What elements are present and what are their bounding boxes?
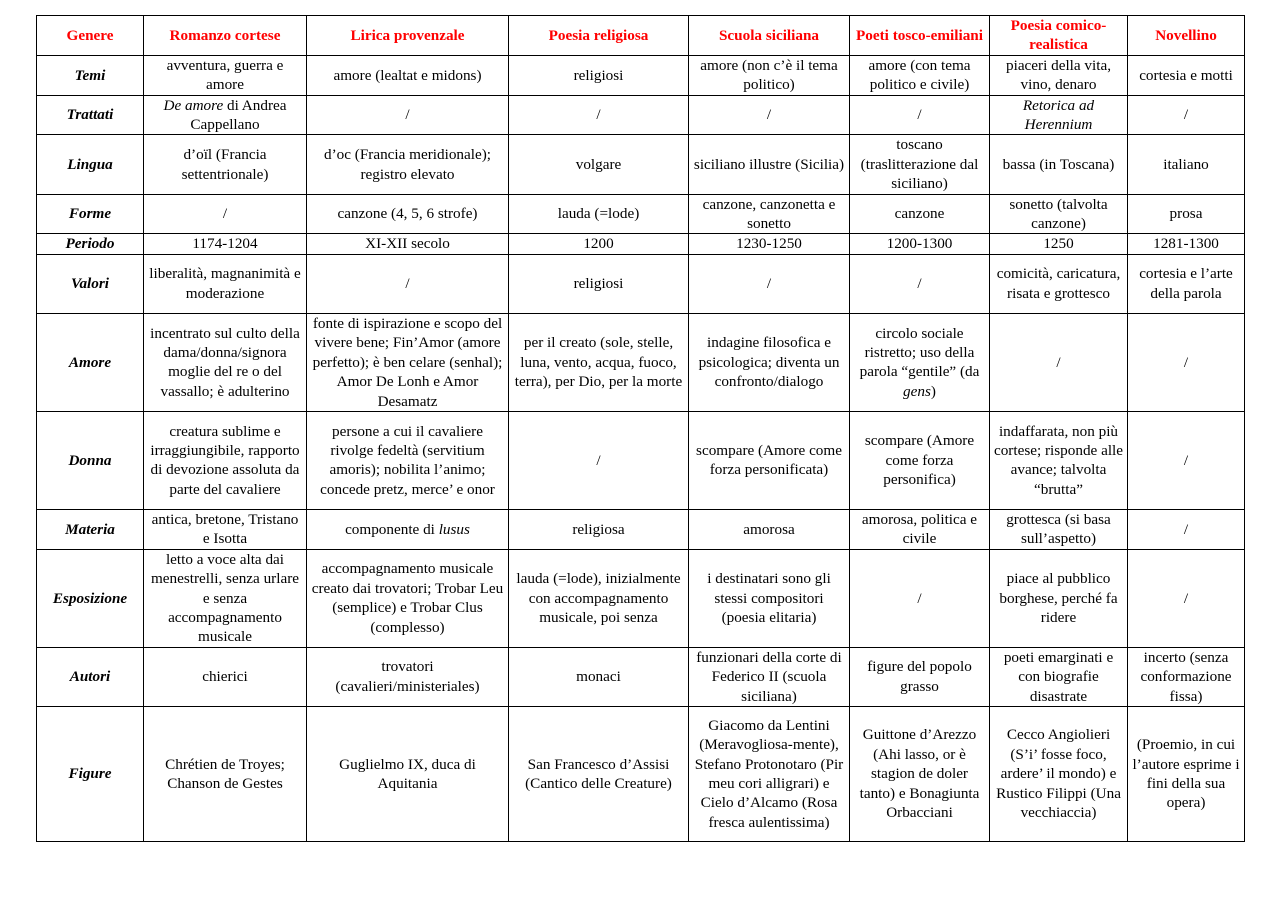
row-label: Esposizione — [37, 549, 144, 647]
table-cell: sonetto (talvolta canzone) — [990, 194, 1128, 234]
header-cell-genere: Genere — [37, 16, 144, 56]
header-cell-novellino: Novellino — [1128, 16, 1245, 56]
table-cell: cortesia e motti — [1128, 55, 1245, 95]
table-cell — [307, 509, 509, 549]
table-row-forme — [37, 194, 1245, 234]
table-cell: per il creato (sole, stelle, luna, vento, acqua, fuoco, terra), per Dio, per la morte — [509, 313, 689, 411]
table-cell: d’oïl (Francia settentrionale) — [144, 135, 307, 194]
table-cell: indaffarata, non più cortese; risponde alle avance; talvolta “brutta” — [990, 411, 1128, 509]
table-cell: Guglielmo IX, duca di Aquitania — [307, 706, 509, 841]
table-cell: / — [850, 95, 990, 135]
table-cell: Giacomo da Lentini (Meravogliosa-mente), Stefano Protonotaro (Pir meu cori alligrari) e Cielo d’Alcamo (Rosa fresca aulentissima) — [689, 706, 850, 841]
header-cell-romanzo-cortese: Romanzo cortese — [144, 16, 307, 56]
table-cell: (Proemio, in cui l’autore esprime i fini della sua opera) — [1128, 706, 1245, 841]
table-cell: incentrato sul culto della dama/donna/signora moglie del re o del vassallo; è adulterino — [144, 313, 307, 411]
table-cell: amore (lealtat e midons) — [307, 55, 509, 95]
table-row-temi — [37, 55, 1245, 95]
table-cell: persone a cui il cavaliere rivolge fedeltà (servitium amoris); nobilita l’animo; concede pretz, merce’ e onor — [307, 411, 509, 509]
table-cell: Cecco Angiolieri (S’i’ fosse foco, ardere’ il mondo) e Rustico Filippi (Una vecchiaccia) — [990, 706, 1128, 841]
table-cell: / — [689, 95, 850, 135]
table-cell: volgare — [509, 135, 689, 194]
cell-text: ) — [930, 382, 936, 400]
table-cell: 1250 — [990, 234, 1128, 254]
table-cell: poeti emarginati e con biografie disastrate — [990, 647, 1128, 706]
table-cell — [990, 95, 1128, 135]
table-cell: indagine filosofica e psicologica; diventa un confronto/dialogo — [689, 313, 850, 411]
table-cell: / — [850, 254, 990, 313]
table-row-amore — [37, 313, 1245, 411]
table-row-periodo — [37, 234, 1245, 254]
table-cell: canzone (4, 5, 6 strofe) — [307, 194, 509, 234]
table-cell: / — [990, 313, 1128, 411]
table-cell: religiosa — [509, 509, 689, 549]
table-cell: / — [307, 95, 509, 135]
table-cell: / — [144, 194, 307, 234]
table-cell: monaci — [509, 647, 689, 706]
table-cell: XI-XII secolo — [307, 234, 509, 254]
table-cell: figure del popolo grasso — [850, 647, 990, 706]
header-cell-poesia-comico-realistica: Poesia comico-realistica — [990, 16, 1128, 56]
table-cell: italiano — [1128, 135, 1245, 194]
table-cell: amorosa, politica e civile — [850, 509, 990, 549]
table-cell: 1200 — [509, 234, 689, 254]
row-label: Temi — [37, 55, 144, 95]
table-cell: / — [1128, 509, 1245, 549]
table-cell: letto a voce alta dai menestrelli, senza urlare e senza accompagnamento musicale — [144, 549, 307, 647]
header-cell-scuola-siciliana: Scuola siciliana — [689, 16, 850, 56]
table-row-donna — [37, 411, 1245, 509]
table-cell: bassa (in Toscana) — [990, 135, 1128, 194]
table-row-trattati — [37, 95, 1245, 135]
table-row-lingua — [37, 135, 1245, 194]
table-cell: scompare (Amore come forza personifica) — [850, 411, 990, 509]
table-row-figure — [37, 706, 1245, 841]
table-cell: avventura, guerra e amore — [144, 55, 307, 95]
table-cell: i destinatari sono gli stessi compositori (poesia elitaria) — [689, 549, 850, 647]
table-cell: 1174-1204 — [144, 234, 307, 254]
header-cell-lirica-provenzale: Lirica provenzale — [307, 16, 509, 56]
header-cell-poesia-religiosa: Poesia religiosa — [509, 16, 689, 56]
table-cell: creatura sublime e irraggiungibile, rapporto di devozione assoluta da parte del cavaliere — [144, 411, 307, 509]
row-label: Trattati — [37, 95, 144, 135]
row-label: Valori — [37, 254, 144, 313]
table-cell: liberalità, magnanimità e moderazione — [144, 254, 307, 313]
cell-italic-text: lusus — [438, 520, 470, 538]
table-cell: amore (con tema politico e civile) — [850, 55, 990, 95]
cell-italic-text: Retorica ad Herennium — [1022, 96, 1095, 134]
table-cell: scompare (Amore come forza personificata) — [689, 411, 850, 509]
table-cell: / — [1128, 411, 1245, 509]
table-cell: prosa — [1128, 194, 1245, 234]
table-cell: 1200-1300 — [850, 234, 990, 254]
table-row-valori — [37, 254, 1245, 313]
table-cell: religiosi — [509, 55, 689, 95]
header-row — [37, 16, 1245, 56]
table-cell: / — [689, 254, 850, 313]
row-label: Lingua — [37, 135, 144, 194]
row-label: Donna — [37, 411, 144, 509]
table-cell: / — [1128, 95, 1245, 135]
table-cell: / — [307, 254, 509, 313]
table-cell: / — [509, 95, 689, 135]
table-cell: chierici — [144, 647, 307, 706]
genre-comparison-table — [36, 15, 1245, 842]
table-cell: siciliano illustre (Sicilia) — [689, 135, 850, 194]
row-label: Autori — [37, 647, 144, 706]
cell-italic-text: De amore — [163, 96, 224, 114]
table-cell: / — [1128, 549, 1245, 647]
table-cell: canzone — [850, 194, 990, 234]
table-cell: amore (non c’è il tema politico) — [689, 55, 850, 95]
table-cell: / — [509, 411, 689, 509]
header-cell-poeti-tosco-emiliani: Poeti tosco-emiliani — [850, 16, 990, 56]
table-row-esposizione — [37, 549, 1245, 647]
table-cell: toscano (traslitterazione dal siciliano) — [850, 135, 990, 194]
row-label: Amore — [37, 313, 144, 411]
table-cell: Guittone d’Arezzo (Ahi lasso, or è stagion de doler tanto) e Bonagiunta Orbacciani — [850, 706, 990, 841]
cell-text: circolo sociale ristretto; uso della parola “gentile” (da — [859, 324, 980, 381]
table-cell — [850, 313, 990, 411]
table-cell: / — [1128, 313, 1245, 411]
table-cell: trovatori (cavalieri/ministeriales) — [307, 647, 509, 706]
table-cell: comicità, caricatura, risata e grottesco — [990, 254, 1128, 313]
table-cell: antica, bretone, Tristano e Isotta — [144, 509, 307, 549]
table-row-materia — [37, 509, 1245, 549]
table-cell: grottesca (si basa sull’aspetto) — [990, 509, 1128, 549]
table-cell: lauda (=lode), inizialmente con accompagnamento musicale, poi senza — [509, 549, 689, 647]
row-label: Periodo — [37, 234, 144, 254]
table-cell: lauda (=lode) — [509, 194, 689, 234]
row-label: Materia — [37, 509, 144, 549]
row-label: Forme — [37, 194, 144, 234]
table-cell: canzone, canzonetta e sonetto — [689, 194, 850, 234]
table-cell: d’oc (Francia meridionale); registro elevato — [307, 135, 509, 194]
table-cell: fonte di ispirazione e scopo del vivere bene; Fin’Amor (amore perfetto); è ben celare (senhal); Amor De Lonh e Amor Desamatz — [307, 313, 509, 411]
table-cell: cortesia e l’arte della parola — [1128, 254, 1245, 313]
table-cell: piaceri della vita, vino, denaro — [990, 55, 1128, 95]
table-body — [37, 55, 1245, 841]
table-cell: funzionari della corte di Federico II (scuola siciliana) — [689, 647, 850, 706]
table-cell: incerto (senza conformazione fissa) — [1128, 647, 1245, 706]
table-cell: / — [850, 549, 990, 647]
table-cell: amorosa — [689, 509, 850, 549]
table-cell: 1281-1300 — [1128, 234, 1245, 254]
row-label: Figure — [37, 706, 144, 841]
table-cell: accompagnamento musicale creato dai trovatori; Trobar Leu (semplice) e Trobar Clus (complesso) — [307, 549, 509, 647]
table-cell: Chrétien de Troyes; Chanson de Gestes — [144, 706, 307, 841]
table-row-autori — [37, 647, 1245, 706]
table-cell: 1230-1250 — [689, 234, 850, 254]
table-cell: San Francesco d’Assisi (Cantico delle Creature) — [509, 706, 689, 841]
table-cell: piace al pubblico borghese, perché fa ridere — [990, 549, 1128, 647]
cell-italic-text: gens — [903, 382, 931, 400]
cell-text: di Andrea Cappellano — [190, 96, 287, 134]
cell-text: componente di — [345, 520, 439, 538]
table-cell — [144, 95, 307, 135]
table-cell: religiosi — [509, 254, 689, 313]
